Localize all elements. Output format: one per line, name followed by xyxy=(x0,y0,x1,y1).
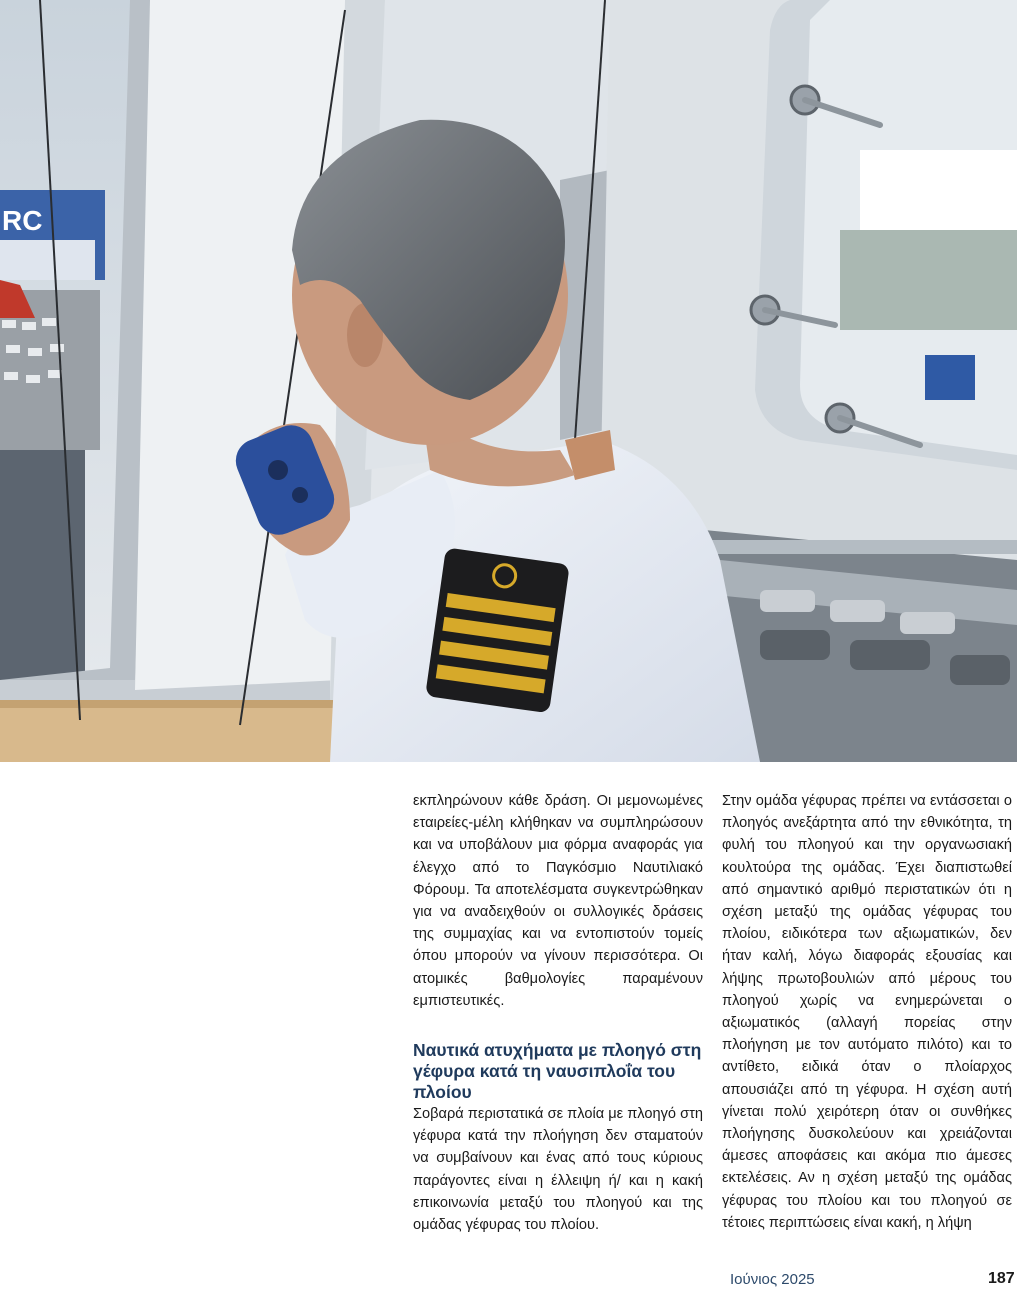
article-paragraph: Σοβαρά περιστατικά σε πλοία με πλοηγό στη γέφυρα κατά την πλοήγηση δεν σταματούν να συμβαίνουν και ένας από τους κύριους παράγοντες είναι η έλλειψη ή/ και η κακή επικοινωνία μεταξύ του πλοηγού και της ομάδας γέφυρας του πλοίου. xyxy=(413,1106,703,1234)
article-paragraph: εκπληρώνουν κάθε δράση. Οι μεμονωμένες εταιρείες-μέλη κλήθηκαν να συμπληρώσουν και να υποβάλουν μια φόρμα αναφοράς για έλεγχο από το Παγκόσμιο Ναυτιλιακό Φόρουμ. Τα αποτελέσματα συγκεντρώθηκαν για να αναδειχθούν οι συλλογικές δράσεις της συμμαχίας και να εντοπιστούν τομείς όπου μπορούν να γίνουν περισσότερα. Οι ατομικές βαθμολογίες παραμένουν εμπιστευτικές. xyxy=(413,793,703,1009)
article-column-middle xyxy=(413,790,703,1236)
footer-issue-date: Ιούνιος 2025 xyxy=(730,1271,815,1288)
page-number: 187 xyxy=(988,1270,1015,1287)
building-sign: RC xyxy=(2,205,43,236)
left-window-view xyxy=(0,0,130,680)
section-subheading: Ναυτικά ατυχήματα με πλοηγό στη γέφυρα κατά τη ναυσιπλοΐα του πλοίου xyxy=(413,1040,702,1103)
article-column-right xyxy=(722,790,1012,1234)
captain-epaulette xyxy=(425,547,570,713)
article-paragraph: Στην ομάδα γέφυρας πρέπει να εντάσσεται ο πλοηγός ανεξάρτητα από την εθνικότητα, τη φυλή του πλοηγού και την οργανωσιακή κουλτούρα της ομάδας. Έχει διαπιστωθεί από σημαντικό αριθμό περιστατικών ότι η σχέση μεταξύ της ομάδας γέφυρας του πλοίου, ειδικότερα των αξιωματικών, δεν ήταν καλή, λόγω διαφοράς εξουσίας και λήψης πρωτοβουλιών από μέρους του πλοηγού χωρίς να ενημερώνεται ο αξιωματικός (αλλαγή πορείας στην πλοήγηση με τον αυτόματο πιλότο) και το αντίθετο, ειδικά όταν ο πλοίαρχος απουσιάζει από τη γέφυρα. Η σχέση αυτή γίνεται πολύ χειρότερη όταν οι συνθήκες πλοήγησης δυσκολεύουν και χρειάζονται άμεσες αποφάσεις και ακόμα πιο άμεσες εκτελέσεις. Αν η σχέση μεταξύ της ομάδας γέφυρας του πλοίου και του πλοηγού σε τέτοιες περιπτώσεις είναι κακή, η λήψη xyxy=(722,793,1012,1231)
